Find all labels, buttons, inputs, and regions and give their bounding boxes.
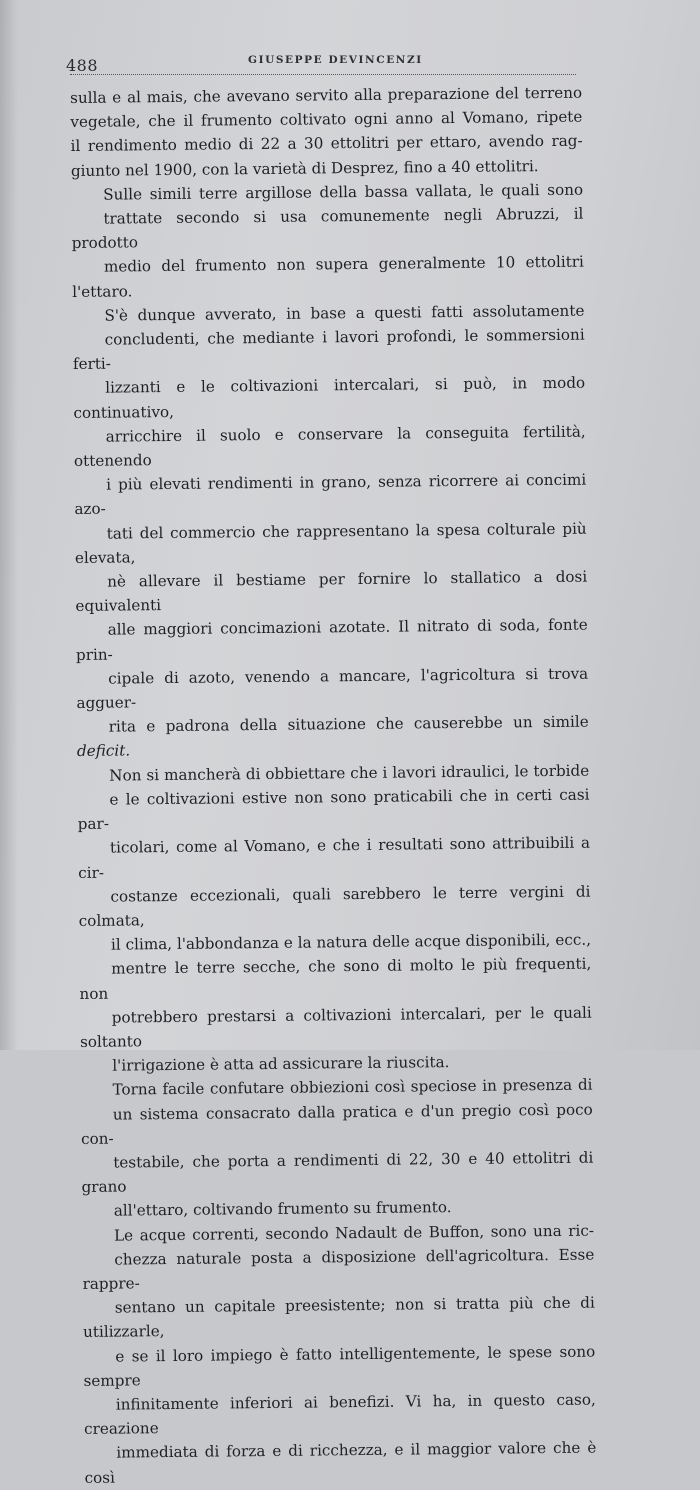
text-line-with-italic — [77, 710, 589, 764]
text-line: alle maggiori concimazioni azotate. Il nitrato di soda, fonte prin- — [75, 616, 588, 664]
text-line: un sistema consacrato dalla pratica e d'un pregio così poco con- — [80, 1100, 593, 1148]
text-line: costanze eccezionali, quali sarebbero le terre vergini di colmata, — [78, 882, 591, 930]
text-line: nè allevare il bestiame per fornire lo stallatico a dosi equivalenti — [75, 567, 588, 616]
text-line-body: rita e padrona della situazione che causerebbe un simile — [108, 712, 589, 736]
text-line: Sulle simili terre argillose della bassa vallata, le quali sono — [103, 180, 584, 204]
text-line: testabile, che porta a rendimenti di 22, 30 e 40 ettolitri di grano — [81, 1148, 594, 1197]
text-line: e se il loro impiego è fatto intelligentemente, le spese sono sempre — [83, 1342, 596, 1390]
text-line: cipale di azoto, venendo a mancare, l'agricoltura si trova agguer- — [76, 664, 589, 713]
body-text — [70, 81, 597, 1490]
text-line: infinitamente inferiori ai benefizi. Vi ha, in questo caso, creazione — [83, 1390, 596, 1439]
running-head: GIUSEPPE DEVINCENZI — [248, 54, 423, 66]
text-line: chezza naturale posta a disposizione dell'agricoltura. Esse rappre- — [82, 1245, 595, 1293]
page-header — [66, 44, 576, 78]
page-gutter-shadow — [0, 0, 18, 1050]
text-line: Non si mancherà di obbiettare che i lavori idraulici, le torbide — [109, 761, 590, 785]
text-line: giunto nel 1900, con la varietà di Desprez, fino a 40 ettolitri. — [70, 156, 539, 180]
text-line: potrebbero prestarsi a coltivazioni intercalari, per le quali soltanto — [79, 1003, 592, 1051]
text-line: sentano un capitale preesistente; non si tratta più che di utilizzarle, — [82, 1293, 595, 1342]
text-line: i più elevati rendimenti in grano, senza ricorrere ai concimi azo- — [74, 470, 587, 519]
text-line: immediata di forza e di ricchezza, e il maggior valore che è così — [84, 1438, 597, 1487]
paragraph — [82, 1218, 597, 1490]
text-line: medio del frumento non supera generalmente 10 ettolitri l'ettaro. — [72, 253, 584, 301]
text-line: Torna facile confutare obbiezioni così speciose in presenza di — [112, 1075, 593, 1099]
italic-word: deficit. — [76, 741, 131, 761]
page-number: 488 — [66, 56, 99, 75]
text-line: all'ettaro, coltivando frumento su frumento. — [113, 1198, 452, 1220]
text-line: trattate secondo si usa comunemente negli Abruzzi, il prodotto — [71, 204, 584, 253]
paragraph — [72, 298, 589, 763]
paragraph — [80, 1073, 593, 1224]
header-rule — [70, 74, 576, 75]
text-line: ticolari, come al Vomano, e che i resultati sono attribuibili a cir- — [78, 833, 591, 882]
text-line: S'è dunque avverato, in base a questi fatti assolutamente — [104, 301, 585, 325]
text-line: tati del commercio che rappresentano la spesa colturale più elevata, — [74, 519, 587, 567]
text-line: mentre le terre secche, che sono di molto le più frequenti, non — [79, 954, 592, 1003]
text-line: concludenti, che mediante i lavori profondi, le sommersioni ferti- — [72, 325, 585, 374]
text-line: e le coltivazioni estive non sono praticabili che in certi casi par- — [77, 785, 590, 834]
text-line: arricchire il suolo e conservare la conseguita fertilità, ottenendo — [73, 422, 586, 471]
text-line: l'irrigazione è atta ad assicurare la riuscita. — [112, 1053, 450, 1075]
text-line: sulla e al mais, che avevano servito alla preparazione del terreno — [70, 83, 583, 107]
text-line: lizzanti e le coltivazioni intercalari, si può, in modo continuativo, — [73, 374, 586, 422]
paragraph — [70, 81, 583, 183]
text-line: vegetale, che il frumento coltivato ogni anno al Vomano, ripete — [70, 107, 583, 132]
paragraph — [71, 177, 584, 303]
text-line: il clima, l'abbondanza e la natura delle acque disponibili, ecc., — [110, 930, 592, 954]
paragraph — [77, 758, 592, 1078]
text-line: Le acque correnti, secondo Nadault de Buffon, sono una ric- — [113, 1221, 595, 1245]
text-line: il rendimento medio di 22 a 30 ettolitri per ettaro, avendo rag- — [70, 132, 583, 156]
